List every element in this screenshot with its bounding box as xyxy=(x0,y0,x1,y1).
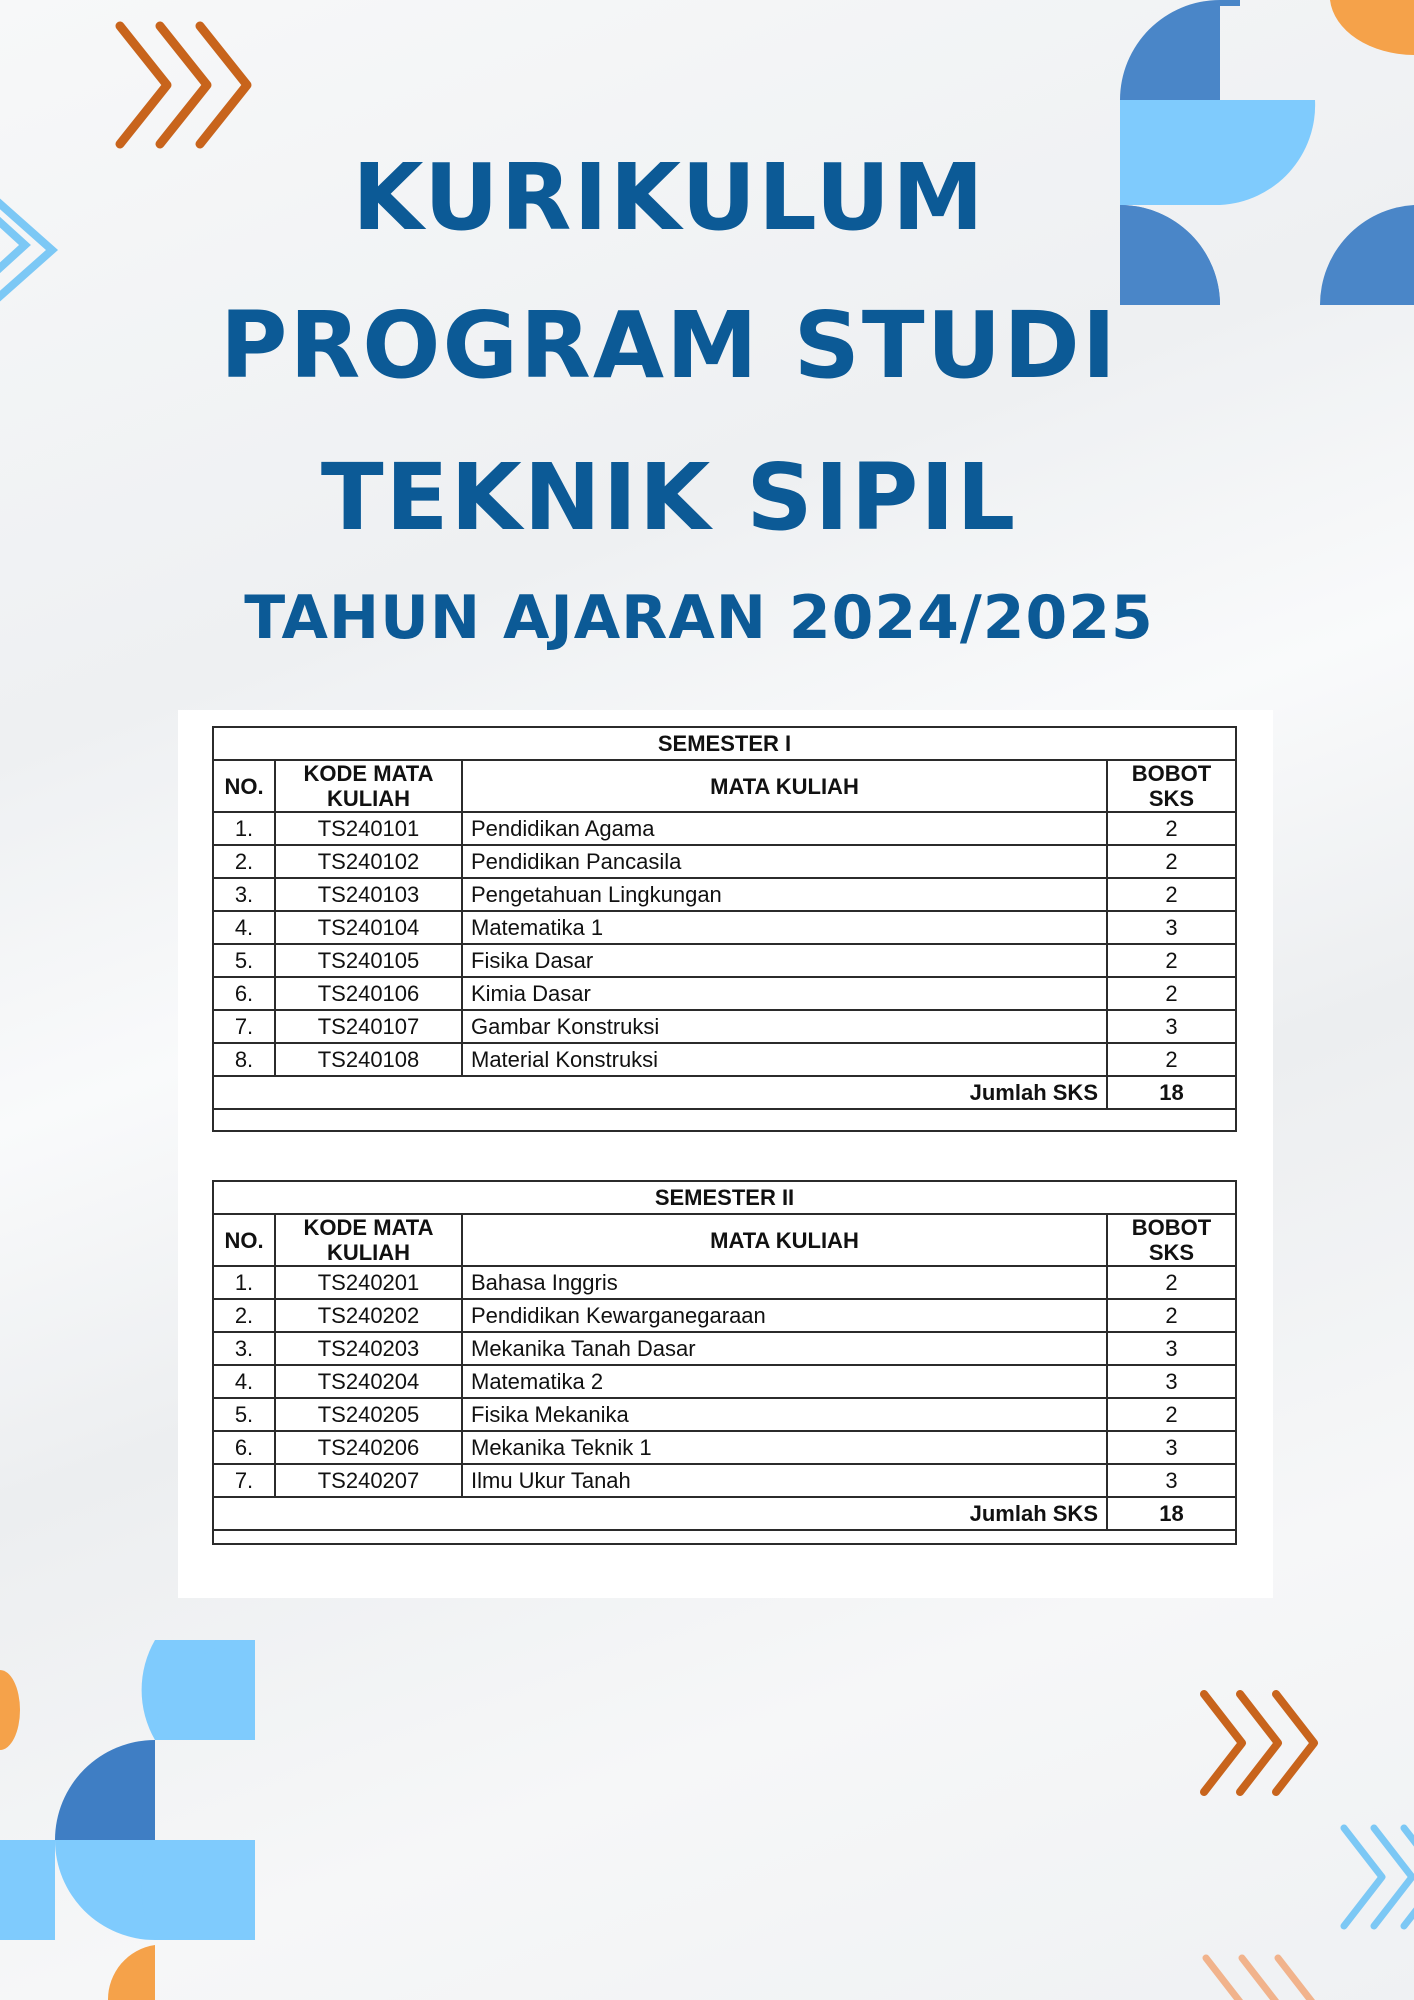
course-sks: 3 xyxy=(1107,1365,1236,1398)
course-name: Pendidikan Pancasila xyxy=(462,845,1107,878)
course-name: Pendidikan Kewarganegaraan xyxy=(462,1299,1107,1332)
course-sks: 3 xyxy=(1107,1464,1236,1497)
course-code: TS240106 xyxy=(275,977,462,1010)
column-header-no: NO. xyxy=(213,760,275,812)
course-sks: 2 xyxy=(1107,944,1236,977)
course-name: Fisika Mekanika xyxy=(462,1398,1107,1431)
row-number: 6. xyxy=(213,977,275,1010)
course-name: Bahasa Inggris xyxy=(462,1266,1107,1299)
chevron-orange-icon xyxy=(112,18,272,153)
course-code: TS240105 xyxy=(275,944,462,977)
title-line-3: TEKNIK SIPIL xyxy=(320,444,1018,551)
chevron-orange-icon xyxy=(1198,1688,1334,1798)
course-code: TS240101 xyxy=(275,812,462,845)
table-row xyxy=(213,1010,1236,1043)
course-code: TS240202 xyxy=(275,1299,462,1332)
course-name: Matematika 2 xyxy=(462,1365,1107,1398)
course-name: Material Konstruksi xyxy=(462,1043,1107,1076)
row-number: 3. xyxy=(213,1332,275,1365)
course-code: TS240201 xyxy=(275,1266,462,1299)
course-name: Pengetahuan Lingkungan xyxy=(462,878,1107,911)
column-header-kode: KODE MATA KULIAH xyxy=(275,1214,462,1266)
column-header-mata-kuliah: MATA KULIAH xyxy=(462,1214,1107,1266)
row-number: 1. xyxy=(213,812,275,845)
row-number: 8. xyxy=(213,1043,275,1076)
total-label: Jumlah SKS xyxy=(213,1076,1107,1109)
table-row xyxy=(213,1365,1236,1398)
row-number: 7. xyxy=(213,1464,275,1497)
course-code: TS240207 xyxy=(275,1464,462,1497)
quarter-circle-shape-icon xyxy=(0,1640,260,2000)
column-header-bobot: BOBOT SKS xyxy=(1107,760,1236,812)
course-sks: 2 xyxy=(1107,1266,1236,1299)
table-row xyxy=(213,845,1236,878)
row-number: 4. xyxy=(213,911,275,944)
row-number: 2. xyxy=(213,845,275,878)
title-line-1: KURIKULUM xyxy=(352,144,986,251)
table-row xyxy=(213,1266,1236,1299)
chevron-light-blue-icon xyxy=(1338,1822,1414,1932)
semester-1-table xyxy=(212,726,1237,1132)
table-row xyxy=(213,1332,1236,1365)
chevron-orange-icon xyxy=(1200,1952,1350,2000)
row-number: 7. xyxy=(213,1010,275,1043)
semester-title: SEMESTER I xyxy=(213,727,1236,760)
total-sks: 18 xyxy=(1107,1497,1236,1530)
course-code: TS240205 xyxy=(275,1398,462,1431)
column-header-kode: KODE MATA KULIAH xyxy=(275,760,462,812)
course-name: Fisika Dasar xyxy=(462,944,1107,977)
course-code: TS240102 xyxy=(275,845,462,878)
course-sks: 2 xyxy=(1107,1299,1236,1332)
total-sks: 18 xyxy=(1107,1076,1236,1109)
course-name: Mekanika Teknik 1 xyxy=(462,1431,1107,1464)
row-number: 1. xyxy=(213,1266,275,1299)
course-sks: 3 xyxy=(1107,1332,1236,1365)
row-number: 5. xyxy=(213,944,275,977)
table-row xyxy=(213,911,1236,944)
row-number: 3. xyxy=(213,878,275,911)
row-number: 5. xyxy=(213,1398,275,1431)
total-label: Jumlah SKS xyxy=(213,1497,1107,1530)
course-code: TS240103 xyxy=(275,878,462,911)
table-row xyxy=(213,878,1236,911)
course-name: Mekanika Tanah Dasar xyxy=(462,1332,1107,1365)
course-sks: 2 xyxy=(1107,845,1236,878)
column-header-mata-kuliah: MATA KULIAH xyxy=(462,760,1107,812)
course-name: Kimia Dasar xyxy=(462,977,1107,1010)
table-spacer xyxy=(213,1530,1236,1544)
row-number: 4. xyxy=(213,1365,275,1398)
course-sks: 2 xyxy=(1107,1043,1236,1076)
table-row xyxy=(213,1431,1236,1464)
table-row xyxy=(213,1043,1236,1076)
course-sks: 2 xyxy=(1107,812,1236,845)
title-line-2: PROGRAM STUDI xyxy=(220,292,1118,399)
semester-title: SEMESTER II xyxy=(213,1181,1236,1214)
course-code: TS240108 xyxy=(275,1043,462,1076)
subtitle: TAHUN AJARAN 2024/2025 xyxy=(244,583,1154,653)
table-row xyxy=(213,944,1236,977)
course-sks: 3 xyxy=(1107,911,1236,944)
course-code: TS240107 xyxy=(275,1010,462,1043)
row-number: 6. xyxy=(213,1431,275,1464)
table-row xyxy=(213,1299,1236,1332)
row-number: 2. xyxy=(213,1299,275,1332)
course-code: TS240204 xyxy=(275,1365,462,1398)
table-row xyxy=(213,977,1236,1010)
course-name: Ilmu Ukur Tanah xyxy=(462,1464,1107,1497)
course-name: Pendidikan Agama xyxy=(462,812,1107,845)
course-name: Matematika 1 xyxy=(462,911,1107,944)
column-header-no: NO. xyxy=(213,1214,275,1266)
course-sks: 2 xyxy=(1107,878,1236,911)
semester-2-table xyxy=(212,1180,1237,1545)
table-row xyxy=(213,812,1236,845)
curriculum-document xyxy=(178,710,1273,1598)
course-sks: 2 xyxy=(1107,977,1236,1010)
course-code: TS240203 xyxy=(275,1332,462,1365)
course-name: Gambar Konstruksi xyxy=(462,1010,1107,1043)
course-sks: 3 xyxy=(1107,1010,1236,1043)
table-row xyxy=(213,1464,1236,1497)
column-header-bobot: BOBOT SKS xyxy=(1107,1214,1236,1266)
course-code: TS240104 xyxy=(275,911,462,944)
table-row xyxy=(213,1398,1236,1431)
course-sks: 2 xyxy=(1107,1398,1236,1431)
course-code: TS240206 xyxy=(275,1431,462,1464)
table-spacer xyxy=(213,1109,1236,1131)
course-sks: 3 xyxy=(1107,1431,1236,1464)
